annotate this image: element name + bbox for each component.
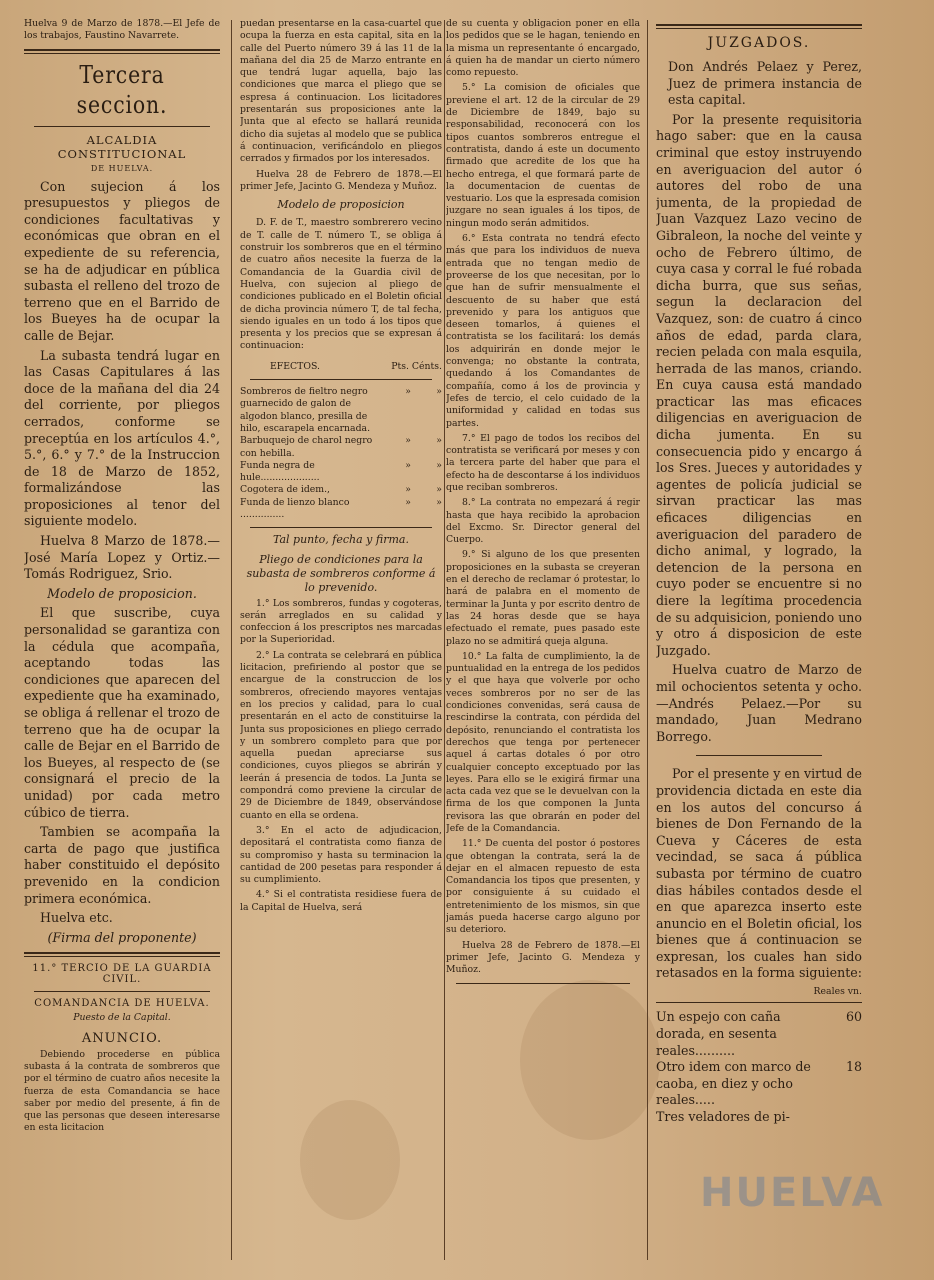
price-row: Un espejo con caña dorada, en sesenta reales.......... 60 bbox=[656, 1009, 862, 1058]
list-item: Funda negra de hule.................... » » bbox=[240, 459, 442, 484]
divider bbox=[34, 126, 210, 127]
price-row: Otro idem con marco de caoba, en diez y ocho reales..... 18 bbox=[656, 1059, 862, 1108]
list-item: Sombreros de fieltro negro guarnecido de galon de algodon blanco, presilla de hilo, escarapela encarnada. » » bbox=[240, 386, 442, 434]
condition: 8.° La contrata no empezará á regir hasta que haya recibido la aprobacion del Excmo. Sr. Director general del Cuerpo. bbox=[446, 497, 640, 546]
efectos-header bbox=[240, 361, 442, 373]
paragraph: Don Andrés Pelaez y Perez, Juez de primera instancia de esta capital. bbox=[668, 59, 862, 108]
alcaldia-subheading: DE HUELVA. bbox=[90, 163, 154, 173]
modelo-title: Modelo de proposicion bbox=[277, 198, 405, 212]
paragraph: Huelva etc. bbox=[40, 910, 113, 926]
condition: 5.° La comision de oficiales que previene el art. 12 de la circular de 29 de Diciembre de 1849, bajo su responsabilidad, reconocerá con los tipos cuantos sombreros entregue el contratista, dando á este un documento firmado que acredite de los que ha hecho entrega, el que formará parte de la documentacion de cuentas de vestuario. Los que la espresada comision juzgare no sean iguales á los tipos, de ningun modo serán admitidos. bbox=[446, 82, 640, 229]
paragraph: Por la presente requisitoria hago saber: que en la causa criminal que estoy instruyendo en averiguacion del autor ó autores del robo de una jumenta, de la propiedad de Juan Vazquez Lazo vecino de Gibraleon, la noche del veinte y ocho de Febrero último, de cuya casa y corral le fué robada dicha burra, que sus señas, segun la declaracion del Vazquez, son: de cuatro á cinco años de edad, parda clara, recien pelada con mala esquila, herrada de las manos, criando. En cuya causa está mandado practicar las mas eficaces diligencias en averiguacion de dicha jumenta. En su consecuencia pido y encargo á los Sres. Jueces y autoridades y agentes de policía judicial se sirvan practicar las mas eficaces diligencias en averiguacion del paradero de dicho animal, y logrado, la detencion de la persona en cuyo poder se encuentre si no diere la legítima procedencia de su adquisicion, poniendo uno y otro á disposicion de este Juzgado. bbox=[656, 111, 862, 658]
paragraph: El que suscribe, cuya personalidad se garantiza con la cédula que acompaña, aceptando todas las condiciones que aparecen del expediente que ha examinado, se obliga á rellenar el trozo de terreno que ha de ocupar la calle de Bejar en el Barrido de los Bueyes, al respecto de (se consignará el precio de la unidad) por cada metro cúbico de tierra. bbox=[24, 605, 220, 820]
efectos-label: EFECTOS. bbox=[270, 360, 320, 372]
anuncio-heading: ANUNCIO. bbox=[81, 1030, 163, 1046]
divider bbox=[34, 991, 210, 992]
reales-label: Reales vn. bbox=[813, 986, 862, 998]
paragraph: puedan presentarse en la casa-cuartel que ocupa la fuerza en esta capital, sita en la calle del Puerto número 39 á las 11 de la mañana del dia 25 de Marzo entrante en que tendrá lugar aquella, bajo las condiciones que marca el pliego que se espresa á continuacion. Los licitadores presentarán sus proposiciones ante la Junta que al efecto se hallará reunida dicho dia sujetas al modelo que se publica á continuacion, verificándolo en pliegos cerrados y firmados por los interesados. bbox=[240, 18, 442, 165]
modelo-title: Modelo de proposicion. bbox=[47, 585, 197, 601]
precio-label: Pts. Cénts. bbox=[391, 360, 442, 372]
condition: 9.° Si alguno de los que presenten proposiciones en la subasta se creyeran en el derecho de reclamar ó protestar, lo hará de palabra en el momento de terminar la Junta y por escrito dentro de las 24 horas desde que se haya efectuado el remate, pues pasado este plazo no se admitirá queja alguna. bbox=[446, 549, 640, 647]
paragraph: D. F. de T., maestro sombrerero vecino de T. calle de T. número T., se obliga á construir los sombreros que en el término de cuatro años necesite la fuerza de la Comandancia de la Guardia civil de Huelva, con sujecion al pliego de condiciones publicado en el Boletin oficial de dicha provincia número T, de tal fecha, siendo iguales en un todo á los tipos que presenta y los precios que se expresan á continuacion: bbox=[240, 217, 442, 352]
list-item: Funda de lienzo blanco ............... » » bbox=[240, 496, 442, 520]
intro-signature: Huelva 9 de Marzo de 1878.—El Jefe de los trabajos, Faustino Navarrete. bbox=[24, 18, 220, 42]
signature: Huelva cuatro de Marzo de mil ochocientos setenta y ocho.—Andrés Pelaez.—Por su mandado, Juan Medrano Borrego. bbox=[656, 662, 862, 744]
signature: Huelva 28 de Febrero de 1878.—El primer Jefe, Jacinto G. Mendeza y Muñoz. bbox=[240, 168, 442, 192]
tal-punto: Tal punto, fecha y firma. bbox=[273, 533, 409, 547]
signature: Huelva 8 Marzo de 1878.—José María Lopez y Ortiz.—Tomás Rodriguez, Srio. bbox=[24, 533, 220, 582]
list-item: Barbuquejo de charol negro con hebilla. » » bbox=[240, 435, 442, 459]
puesto-heading: Puesto de la Capital. bbox=[73, 1012, 171, 1024]
column-rule bbox=[231, 20, 232, 1260]
paragraph: La subasta tendrá lugar en las Casas Capitulares á las doce de la mañana del dia 24 del corriente, por pliegos cerrados, conforme se preceptúa en los artículos 4.°, 5.°, 6.° y 7.° de la Instruccion de 18 de Marzo de 1852, formalizándose las proposiciones al tenor del siguiente modelo. bbox=[24, 347, 220, 529]
section-title: Tercera seccion. bbox=[76, 60, 168, 119]
paragraph: Por el presente y en virtud de providencia dictada en este dia en los autos del concurso á bienes de Don Fernando de la Cueva y Cáceres de esta vecindad, se saca á pública subasta por término de cuatro dias hábiles contados desde el en que aparezca inserto este anuncio en el Boletin oficial, los bienes que á continuacion se expresan, los cuales han sido retasados en la forma siguiente: bbox=[656, 766, 862, 981]
signature: Huelva 28 de Febrero de 1878.—El primer Jefe, Jacinto G. Mendeza y Muñoz. bbox=[446, 939, 640, 976]
condition: 7.° El pago de todos los recibos del contratista se verificará por meses y con la tercera parte del haber que para el efecto ha de descontarse á los individuos que reciban sombreros. bbox=[446, 432, 640, 493]
condition: 6.° Esta contrata no tendrá efecto más que para los individuos de nueva entrada que no tengan medio de proveerse de los que necesitan, por lo que han de sufrir mensualmente el descuento de su haber que está prevenido y para los antiguos que deseen tomarlos, á quienes el contratista se los facilitará: los demás los adquirirán en donde mejor le convenga; no obstante la contrata, quedando á los Comandantes de compañía, como á los de provincia y Jefes de tercio, el celo cuidado de la uniformidad y calidad en todas sus partes. bbox=[446, 233, 640, 429]
paragraph: Tambien se acompaña la carta de pago que justifica haber constituido el depósito prevenido en la condicion primera económica. bbox=[24, 824, 220, 906]
efectos-list bbox=[240, 386, 442, 521]
library-watermark: HUELVA bbox=[700, 1170, 885, 1216]
condition: 1.° Los sombreros, fundas y cogoteras, serán arreglados en su calidad y confeccion á los prescriptos nes marcadas por la Superioridad. bbox=[240, 597, 442, 646]
paragraph: de su cuenta y obligacion poner en ella los pedidos que se le hagan, teniendo en la misma un representante ó encargado, á quien ha de mandar un cierto número como repuesto. bbox=[446, 18, 640, 79]
price-row: Tres veladores de pi- bbox=[656, 1108, 790, 1124]
divider bbox=[250, 379, 432, 380]
divider bbox=[250, 527, 432, 528]
divider bbox=[696, 755, 822, 756]
alcaldia-heading: ALCALDIA CONSTITUCIONAL bbox=[57, 132, 187, 161]
pliego-title: Pliego de condiciones para la subasta de sombreros conforme á lo prevenido. bbox=[246, 552, 436, 594]
divider bbox=[456, 983, 630, 984]
condition: 4.° Si el contratista residiese fuera de la Capital de Huelva, será bbox=[240, 889, 442, 913]
column-2 bbox=[240, 18, 442, 1272]
column-3 bbox=[446, 18, 640, 1272]
paragraph: Debiendo procederse en pública subasta á la contrata de sombreros que por el término de cuatro años necesite la fuerza de esta Comandancia se hace saber por medio del presente, á fin de que las personas que deseen interesarse en esta licitacion bbox=[24, 1048, 220, 1134]
paragraph: Con sujecion á los presupuestos y pliegos de condiciones facultativas y económicas que obran en el expediente de su referencia, se ha de adjudicar en pública subasta el relleno del trozo de terreno que en el Barrido de los Bueyes ha de ocupar la calle de Bejar. bbox=[24, 178, 220, 343]
list-item: Cogotera de idem., » » bbox=[240, 484, 442, 496]
divider bbox=[24, 952, 220, 957]
column-rule bbox=[647, 20, 648, 1260]
column-rule bbox=[444, 20, 445, 1260]
condition: 10.° La falta de cumplimiento, la de puntualidad en la entrega de los pedidos y el que haya que volverle por ocho veces sombreros por no ser de las condiciones convenidas, será causa de rescindirse la contrata, con pérdida del depósito, renunciando el contratista los derechos que tenga por pertenecer aquel á cartas dotales ó por otro cualquier concepto exceptuado por las leyes. Para ello se le exigirá firmar una acta cada vez que se le devuelvan con la firma de los que componen la Junta revisora las que obrarán en poder del Jefe de la Comandancia. bbox=[446, 650, 640, 834]
condition: 3.° En el acto de adjudicacion, depositará el contratista como fianza de su compromiso y hasta su terminacion la cantidad de 200 pesetas para responder á su cumplimiento. bbox=[240, 824, 442, 886]
firma-line: (Firma del proponente) bbox=[47, 929, 197, 945]
condition: 11.° De cuenta del postor ó postores que obtengan la contrata, será la de dejar en el almacen repuesto de esta Comandancia los tipos que presenten, y por consiguiente á su cuidado el entretenimiento de los mismos, sin que jamás pueda hacerse cargo alguno por su deterioro. bbox=[446, 838, 640, 936]
column-1 bbox=[24, 18, 220, 1272]
section-rule bbox=[24, 49, 220, 54]
condition: 2.° La contrata se celebrará en pública licitacion, prefiriendo al postor que se encargue de la construccion de los sombreros, ofreciendo mayores ventajas en los precios y calidad, para lo cual presentarán en el acto de constituirse la Junta sus proposiciones en pliego cerrado y un sombrero completo para que por aquella puedan apreciarse sus condiciones, cuyos pliegos se abrirán y leerán á presencia de todos. La Junta se compondrá como previene la circular de 29 de Diciembre de 1849, observándose cuanto en ella se ordena. bbox=[240, 649, 442, 821]
guardia-heading: 11.° TERCIO DE LA GUARDIA CIVIL. bbox=[32, 963, 212, 986]
divider bbox=[656, 1002, 862, 1003]
juzgados-heading: JUZGADOS. bbox=[707, 35, 811, 51]
comandancia-heading: COMANDANCIA DE HUELVA. bbox=[34, 998, 210, 1010]
column-4 bbox=[656, 18, 862, 1272]
divider bbox=[656, 24, 862, 29]
